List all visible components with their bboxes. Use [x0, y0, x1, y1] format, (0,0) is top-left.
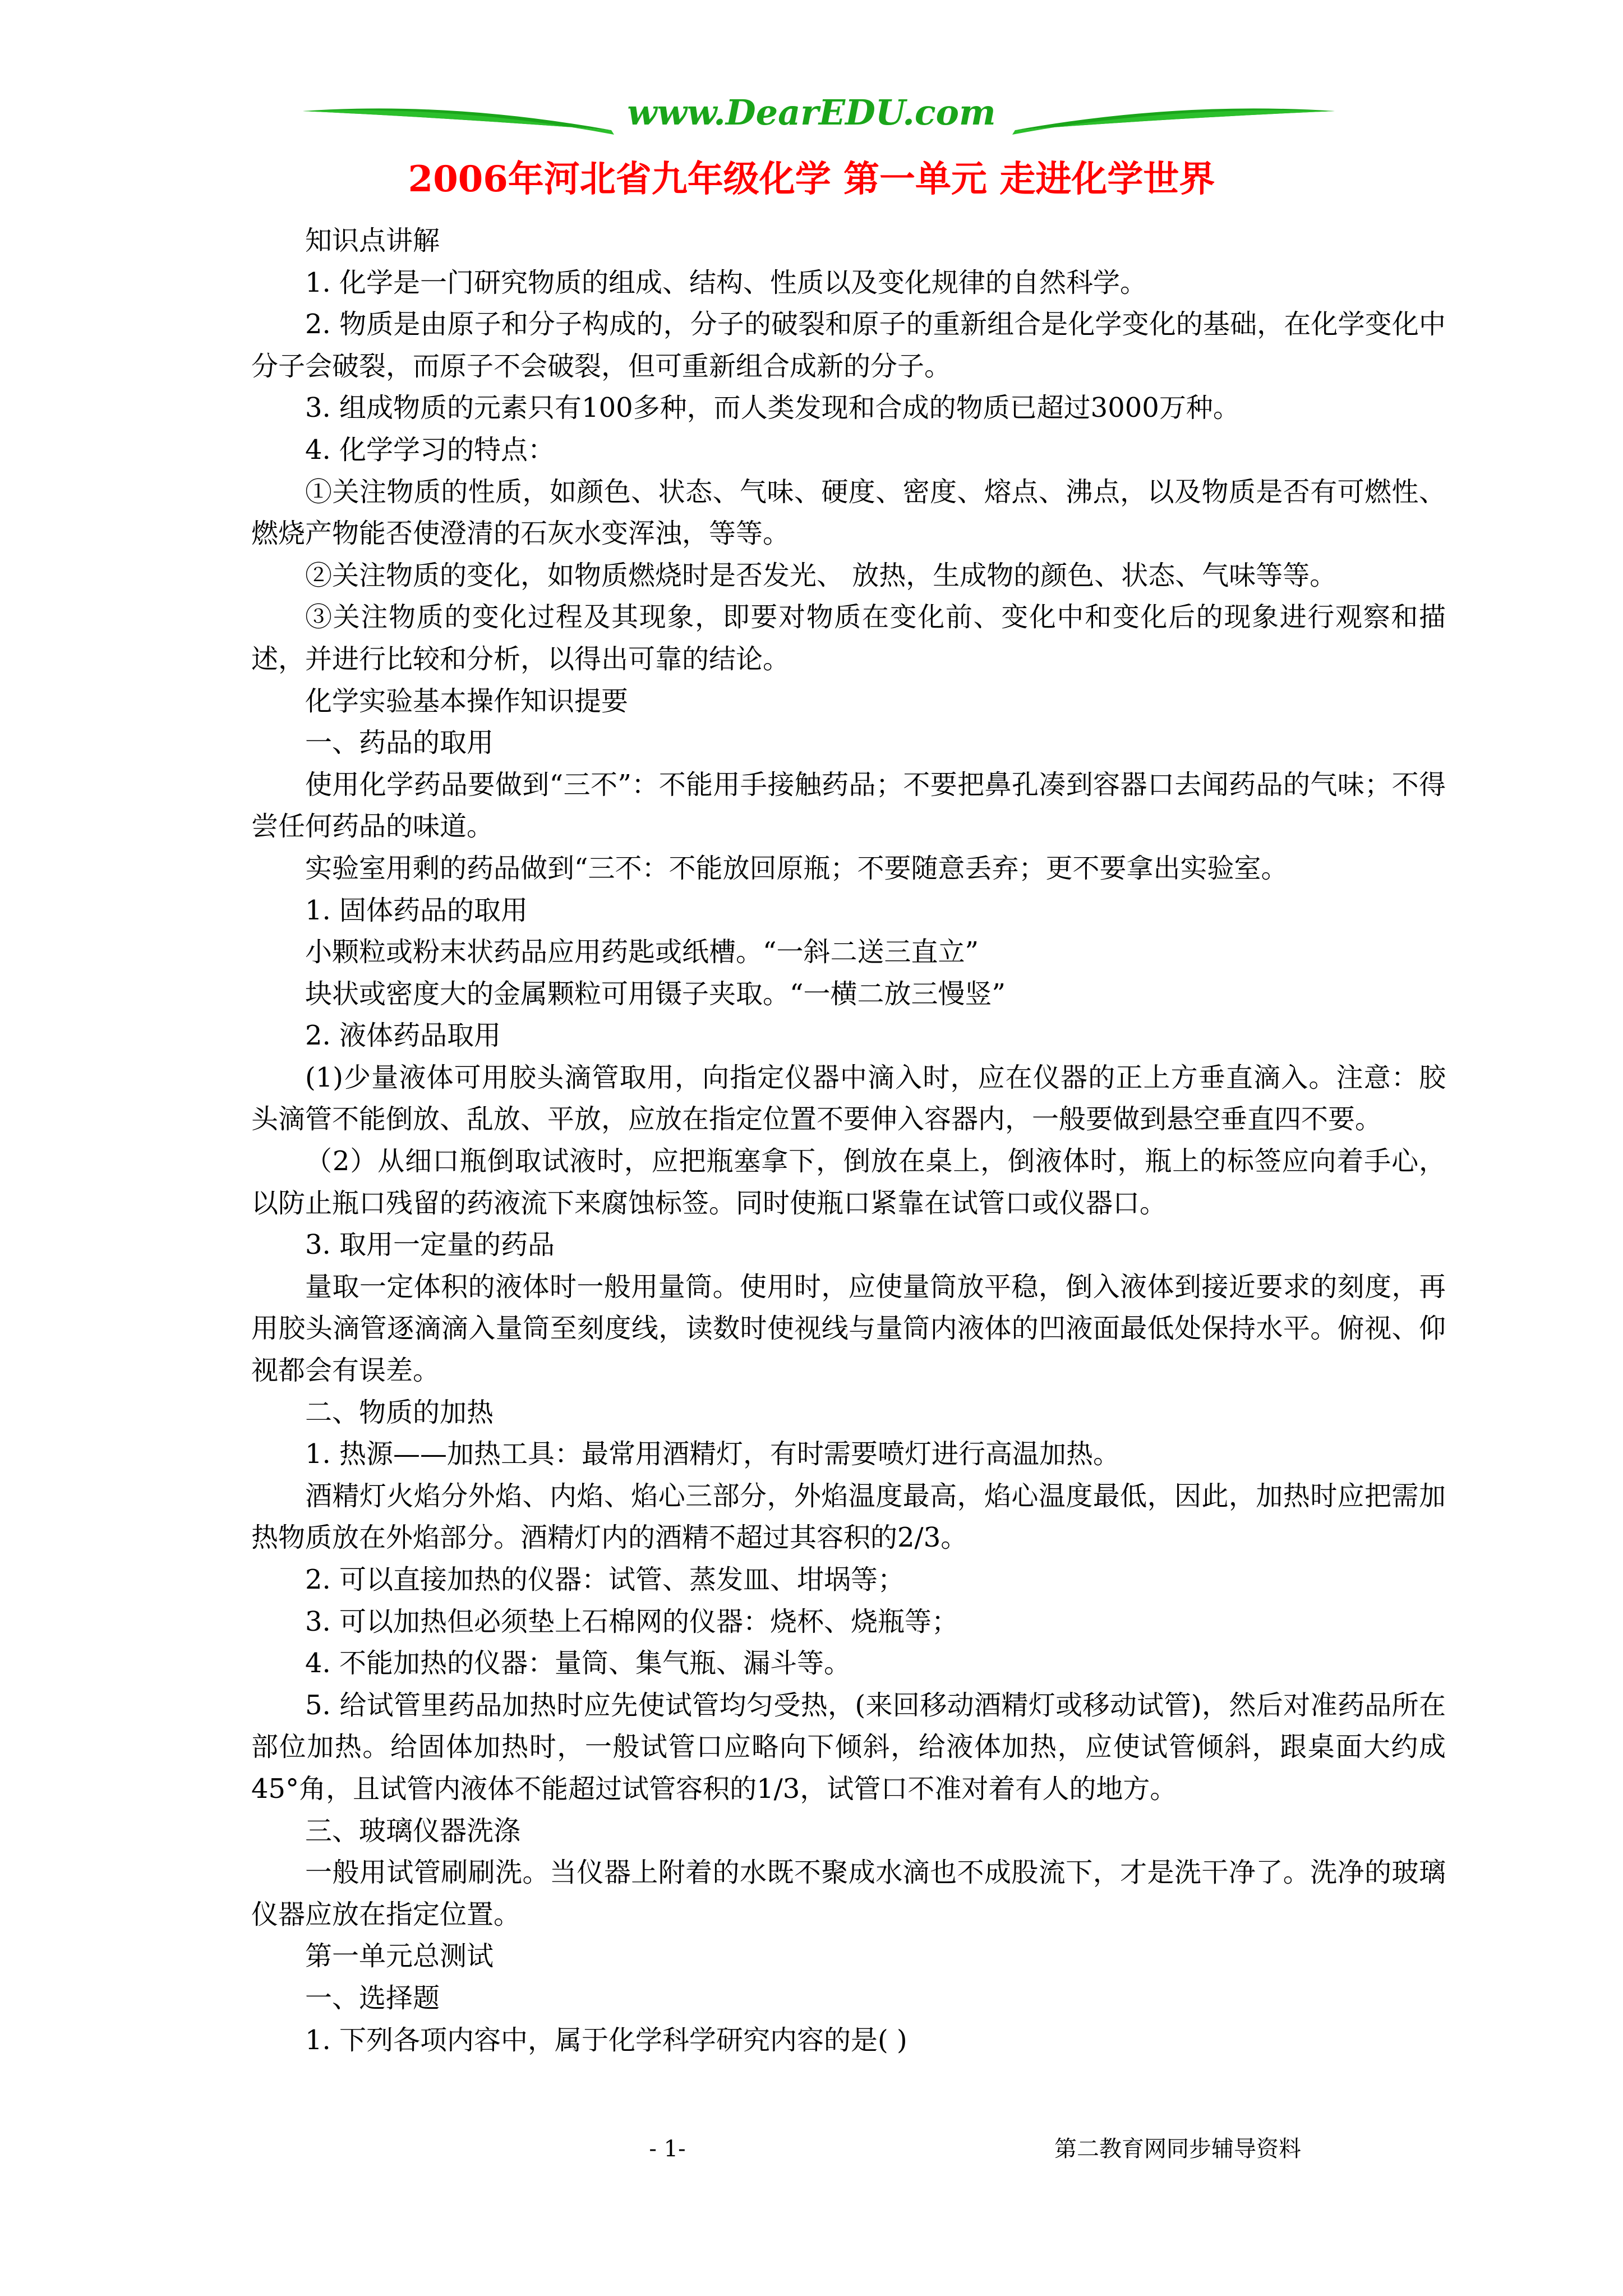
- paragraph: (1)少量液体可用胶头滴管取用，向指定仪器中滴入时，应在仪器的正上方垂直滴入。注意：胶头滴管不能倒放、乱放、平放，应放在指定位置不要伸入容器内，一般要做到悬空垂直四不要。: [251, 1061, 1446, 1135]
- paragraph: 2. 物质是由原子和分子构成的，分子的破裂和原子的重新组合是化学变化的基础，在化学变化中分子会破裂，而原子不会破裂，但可重新组合成新的分子。: [251, 309, 1446, 382]
- paragraph: 酒精灯火焰分外焰、内焰、焰心三部分，外焰温度最高，焰心温度最低，因此，加热时应把需加热物质放在外焰部分。酒精灯内的酒精不超过其容积的2/3。: [251, 1480, 1446, 1554]
- paragraph: 3. 可以加热但必须垫上石棉网的仪器：烧杯、烧瓶等；: [305, 1605, 959, 1637]
- paragraph: 一般用试管刷刷洗。当仪器上附着的水既不聚成水滴也不成股流下，才是洗干净了。洗净的玻璃仪器应放在指定位置。: [251, 1857, 1446, 1930]
- paragraph: 块状或密度大的金属颗粒可用镊子夹取。“一横二放三慢竖”: [305, 978, 1006, 1010]
- paragraph: 3. 组成物质的元素只有100多种，而人类发现和合成的物质已超过3000万种。: [305, 392, 1240, 424]
- paragraph: ②关注物质的变化，如物质燃烧时是否发光、 放热，生成物的颜色、状态、气味等等。: [305, 559, 1337, 591]
- paragraph: 2. 可以直接加热的仪器：试管、蒸发皿、坩埚等；: [305, 1564, 905, 1595]
- document-title: 2006年河北省九年级化学 第一单元 走进化学世界: [408, 158, 1215, 200]
- paragraph: 知识点讲解: [305, 225, 440, 256]
- site-header: [0, 79, 1623, 157]
- section-heading: 三、玻璃仪器洗涤: [305, 1815, 521, 1847]
- paragraph: 3. 取用一定量的药品: [305, 1229, 555, 1261]
- paragraph: 2. 液体药品取用: [305, 1020, 501, 1052]
- paragraph: 4. 化学学习的特点：: [305, 434, 555, 466]
- page-footer: [0, 2129, 1623, 2169]
- paragraph: 1. 化学是一门研究物质的组成、结构、性质以及变化规律的自然科学。: [305, 266, 1147, 298]
- section-heading: 化学实验基本操作知识提要: [305, 685, 629, 717]
- paragraph: 实验室用剩的药品做到“三不：不能放回原瓶；不要随意丢弃；更不要拿出实验室。: [305, 852, 1288, 884]
- site-logo: [0, 79, 1623, 157]
- question-item: 1. 下列各项内容中，属于化学科学研究内容的是( ): [305, 2024, 907, 2056]
- paragraph: 5. 给试管里药品加热时应先使试管均匀受热，(来回移动酒精灯或移动试管)，然后对准药品所在部位加热。给固体加热时，一般试管口应略向下倾斜，给液体加热，应使试管倾斜，跟桌面大约成45°角，且试管内液体不能超过试管容积的1/3，试管口不准对着有人的地方。: [251, 1689, 1446, 1805]
- paragraph: （2）从细口瓶倒取试液时，应把瓶塞拿下，倒放在桌上，倒液体时，瓶上的标签应向着手心，以防止瓶口残留的药液流下来腐蚀标签。同时使瓶口紧靠在试管口或仪器口。: [251, 1145, 1446, 1219]
- section-heading: 一、选择题: [305, 1982, 440, 2014]
- paragraph: 量取一定体积的液体时一般用量筒。使用时，应使量筒放平稳，倒入液体到接近要求的刻度，再用胶头滴管逐滴滴入量筒至刻度线，读数时使视线与量筒内液体的凹液面最低处保持水平。俯视、仰视都会有误差。: [251, 1271, 1446, 1387]
- document-body: [251, 220, 1446, 2061]
- section-heading: 二、物质的加热: [305, 1396, 494, 1428]
- paragraph: 1. 热源——加热工具：最常用酒精灯，有时需要喷灯进行高温加热。: [305, 1438, 1121, 1470]
- section-heading: 第一单元总测试: [305, 1940, 494, 1972]
- paragraph: ③关注物质的变化过程及其现象，即要对物质在变化前、变化中和变化后的现象进行观察和描述，并进行比较和分析，以得出可靠的结论。: [251, 601, 1446, 675]
- paragraph: 4. 不能加热的仪器：量筒、集气瓶、漏斗等。: [305, 1648, 851, 1680]
- paragraph: 小颗粒或粉末状药品应用药匙或纸槽。“一斜二送三直立”: [305, 936, 979, 968]
- paragraph: 1. 固体药品的取用: [305, 894, 528, 926]
- logo-text: www.DearEDU.com: [627, 92, 996, 133]
- section-heading: 一、药品的取用: [305, 727, 494, 759]
- footer-note: 第二教育网同步辅导资料: [1054, 2136, 1301, 2162]
- paragraph: 使用化学药品要做到“三不”：不能用手接触药品；不要把鼻孔凑到容器口去闻药品的气味；不得尝任何药品的味道。: [251, 769, 1446, 843]
- page-number: - 1-: [649, 2136, 686, 2162]
- paragraph: ①关注物质的性质，如颜色、状态、气味、硬度、密度、熔点、沸点，以及物质是否有可燃性、燃烧产物能否使澄清的石灰水变浑浊，等等。: [251, 476, 1446, 550]
